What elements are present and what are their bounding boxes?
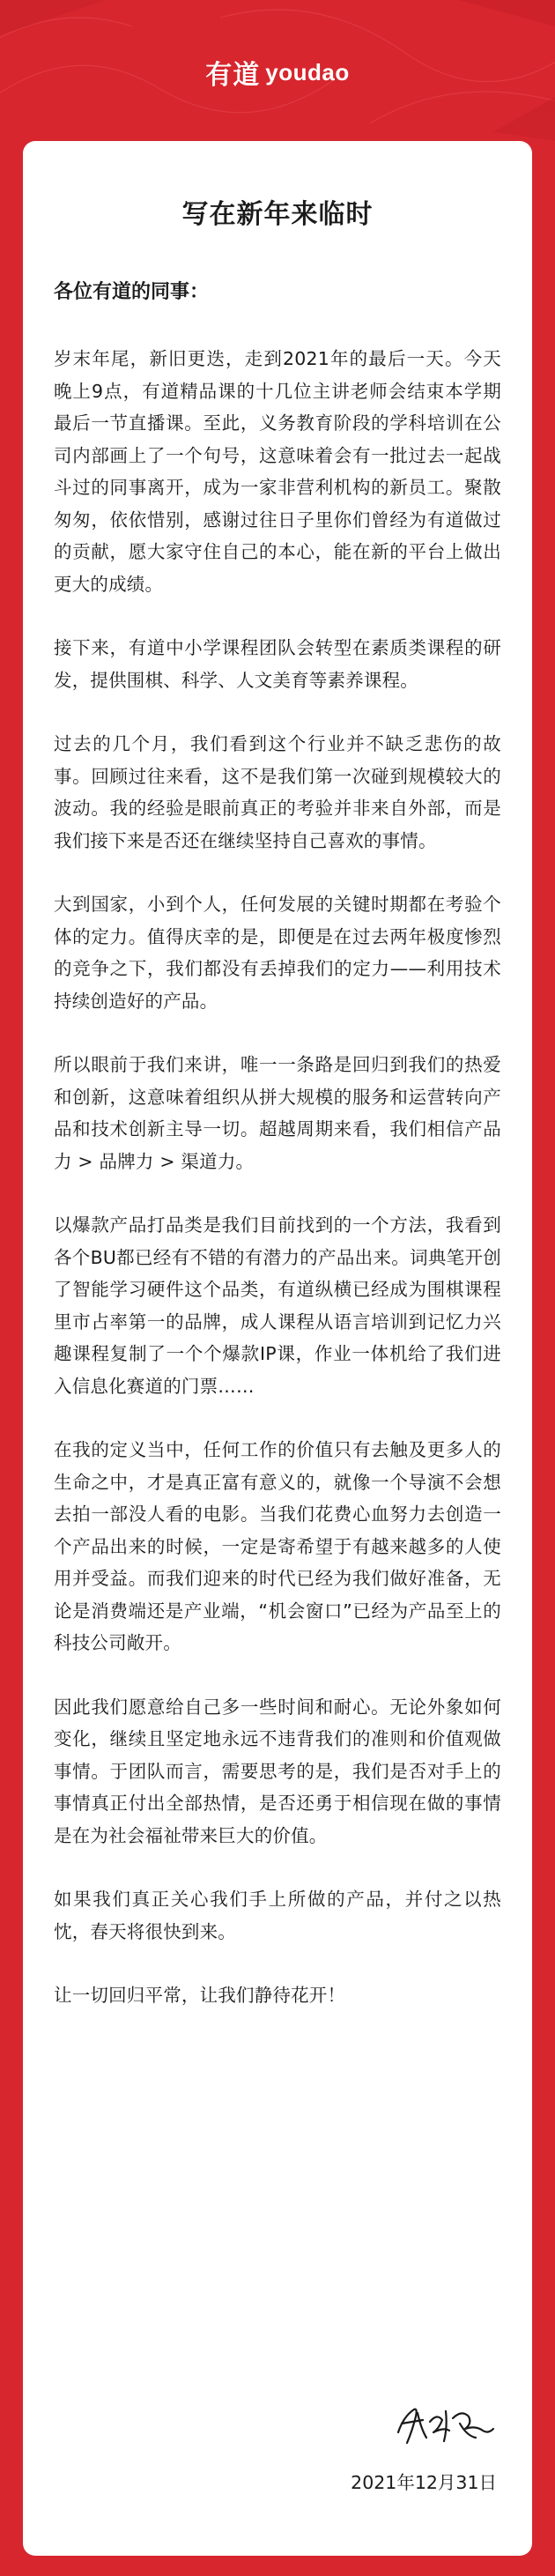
logo-chinese: 有道 xyxy=(205,60,261,91)
paragraph: 过去的几个月，我们看到这个行业并不缺乏悲伤的故事。回顾过往来看，这不是我们第一次碰到规模较大的波动。我的经验是眼前真正的考验并非来自外部，而是我们接下来是否还在继续坚持自己喜欢的事情。 xyxy=(54,733,501,851)
paragraph: 因此我们愿意给自己多一些时间和耐心。无论外象如何变化，继续且坚定地永远不违背我们的准则和价值观做事情。于团队而言，需要思考的是，我们是否对手上的事情真正付出全部热情，是否还勇于相信现在做的事情是在为社会福祉带来巨大的价值。 xyxy=(54,1696,501,1846)
letter-greeting: 各位有道的同事： xyxy=(54,281,210,303)
paragraph: 所以眼前于我们来讲，唯一一条路是回归到我们的热爱和创新，这意味着组织从拼大规模的服务和运营转向产品和技术创新主导一切。超越周期来看，我们相信产品力 > 品牌力 > 渠道力。 xyxy=(54,1054,501,1172)
paragraph: 以爆款产品打品类是我们目前找到的一个方法，我看到各个BU都已经有不错的有潜力的产品出来。词典笔开创了智能学习硬件这个品类，有道纵横已经成为围棋课程里市占率第一的品牌，成人课程从语言培训到记忆力兴趣课程复制了一个个爆款IP课，作业一体机给了我们进入信息化赛道的门票…… xyxy=(54,1214,501,1397)
header xyxy=(0,0,555,141)
paragraph: 大到国家，小到个人，任何发展的关键时期都在考验个体的定力。值得庆幸的是，即便是在过去两年极度惨烈的竞争之下，我们都没有丢掉我们的定力——利用技术持续创造好的产品。 xyxy=(54,894,501,1012)
paragraph: 让一切回归平常，让我们静待花开！ xyxy=(54,1985,346,2006)
paragraph: 接下来，有道中小学课程团队会转型在素质类课程的研发，提供围棋、科学、人文美育等素养课程。 xyxy=(54,637,501,691)
letter-title: 写在新年来临时 xyxy=(181,199,374,230)
letter-date: 2021年12月31日 xyxy=(351,2472,497,2493)
handwritten-signature xyxy=(391,2397,497,2452)
paragraph: 岁末年尾，新旧更迭，走到2021年的最后一天。今天晚上9点，有道精品课的十几位主讲老师会结束本学期最后一节直播课。至此，义务教育阶段的学科培训在公司内部画上了一个句号，这意味着会有一批过去一起战斗过的同事离开，成为一家非营利机构的新员工。聚散匆匆，依依惜别，感谢过往日子里你们曾经为有道做过的贡献，愿大家守住自己的本心，能在新的平台上做出更大的成绩。 xyxy=(54,348,501,595)
paragraph: 在我的定义当中，任何工作的价值只有去触及更多人的生命之中，才是真正富有意义的，就像一个导演不会想去拍一部没人看的电影。当我们花费心血努力去创造一个产品出来的时候，一定是寄希望于有越来越多的人使用并受益。而我们迎来的时代已经为我们做好准备，无论是消费端还是产业端，“机会窗口”已经为产品至上的科技公司敞开。 xyxy=(54,1439,501,1653)
youdao-logo xyxy=(205,53,349,92)
logo-english: youdao xyxy=(265,58,350,85)
letter-card xyxy=(23,141,532,2556)
paragraph: 如果我们真正关心我们手上所做的产品，并付之以热忱，春天将很快到来。 xyxy=(54,1889,501,1942)
